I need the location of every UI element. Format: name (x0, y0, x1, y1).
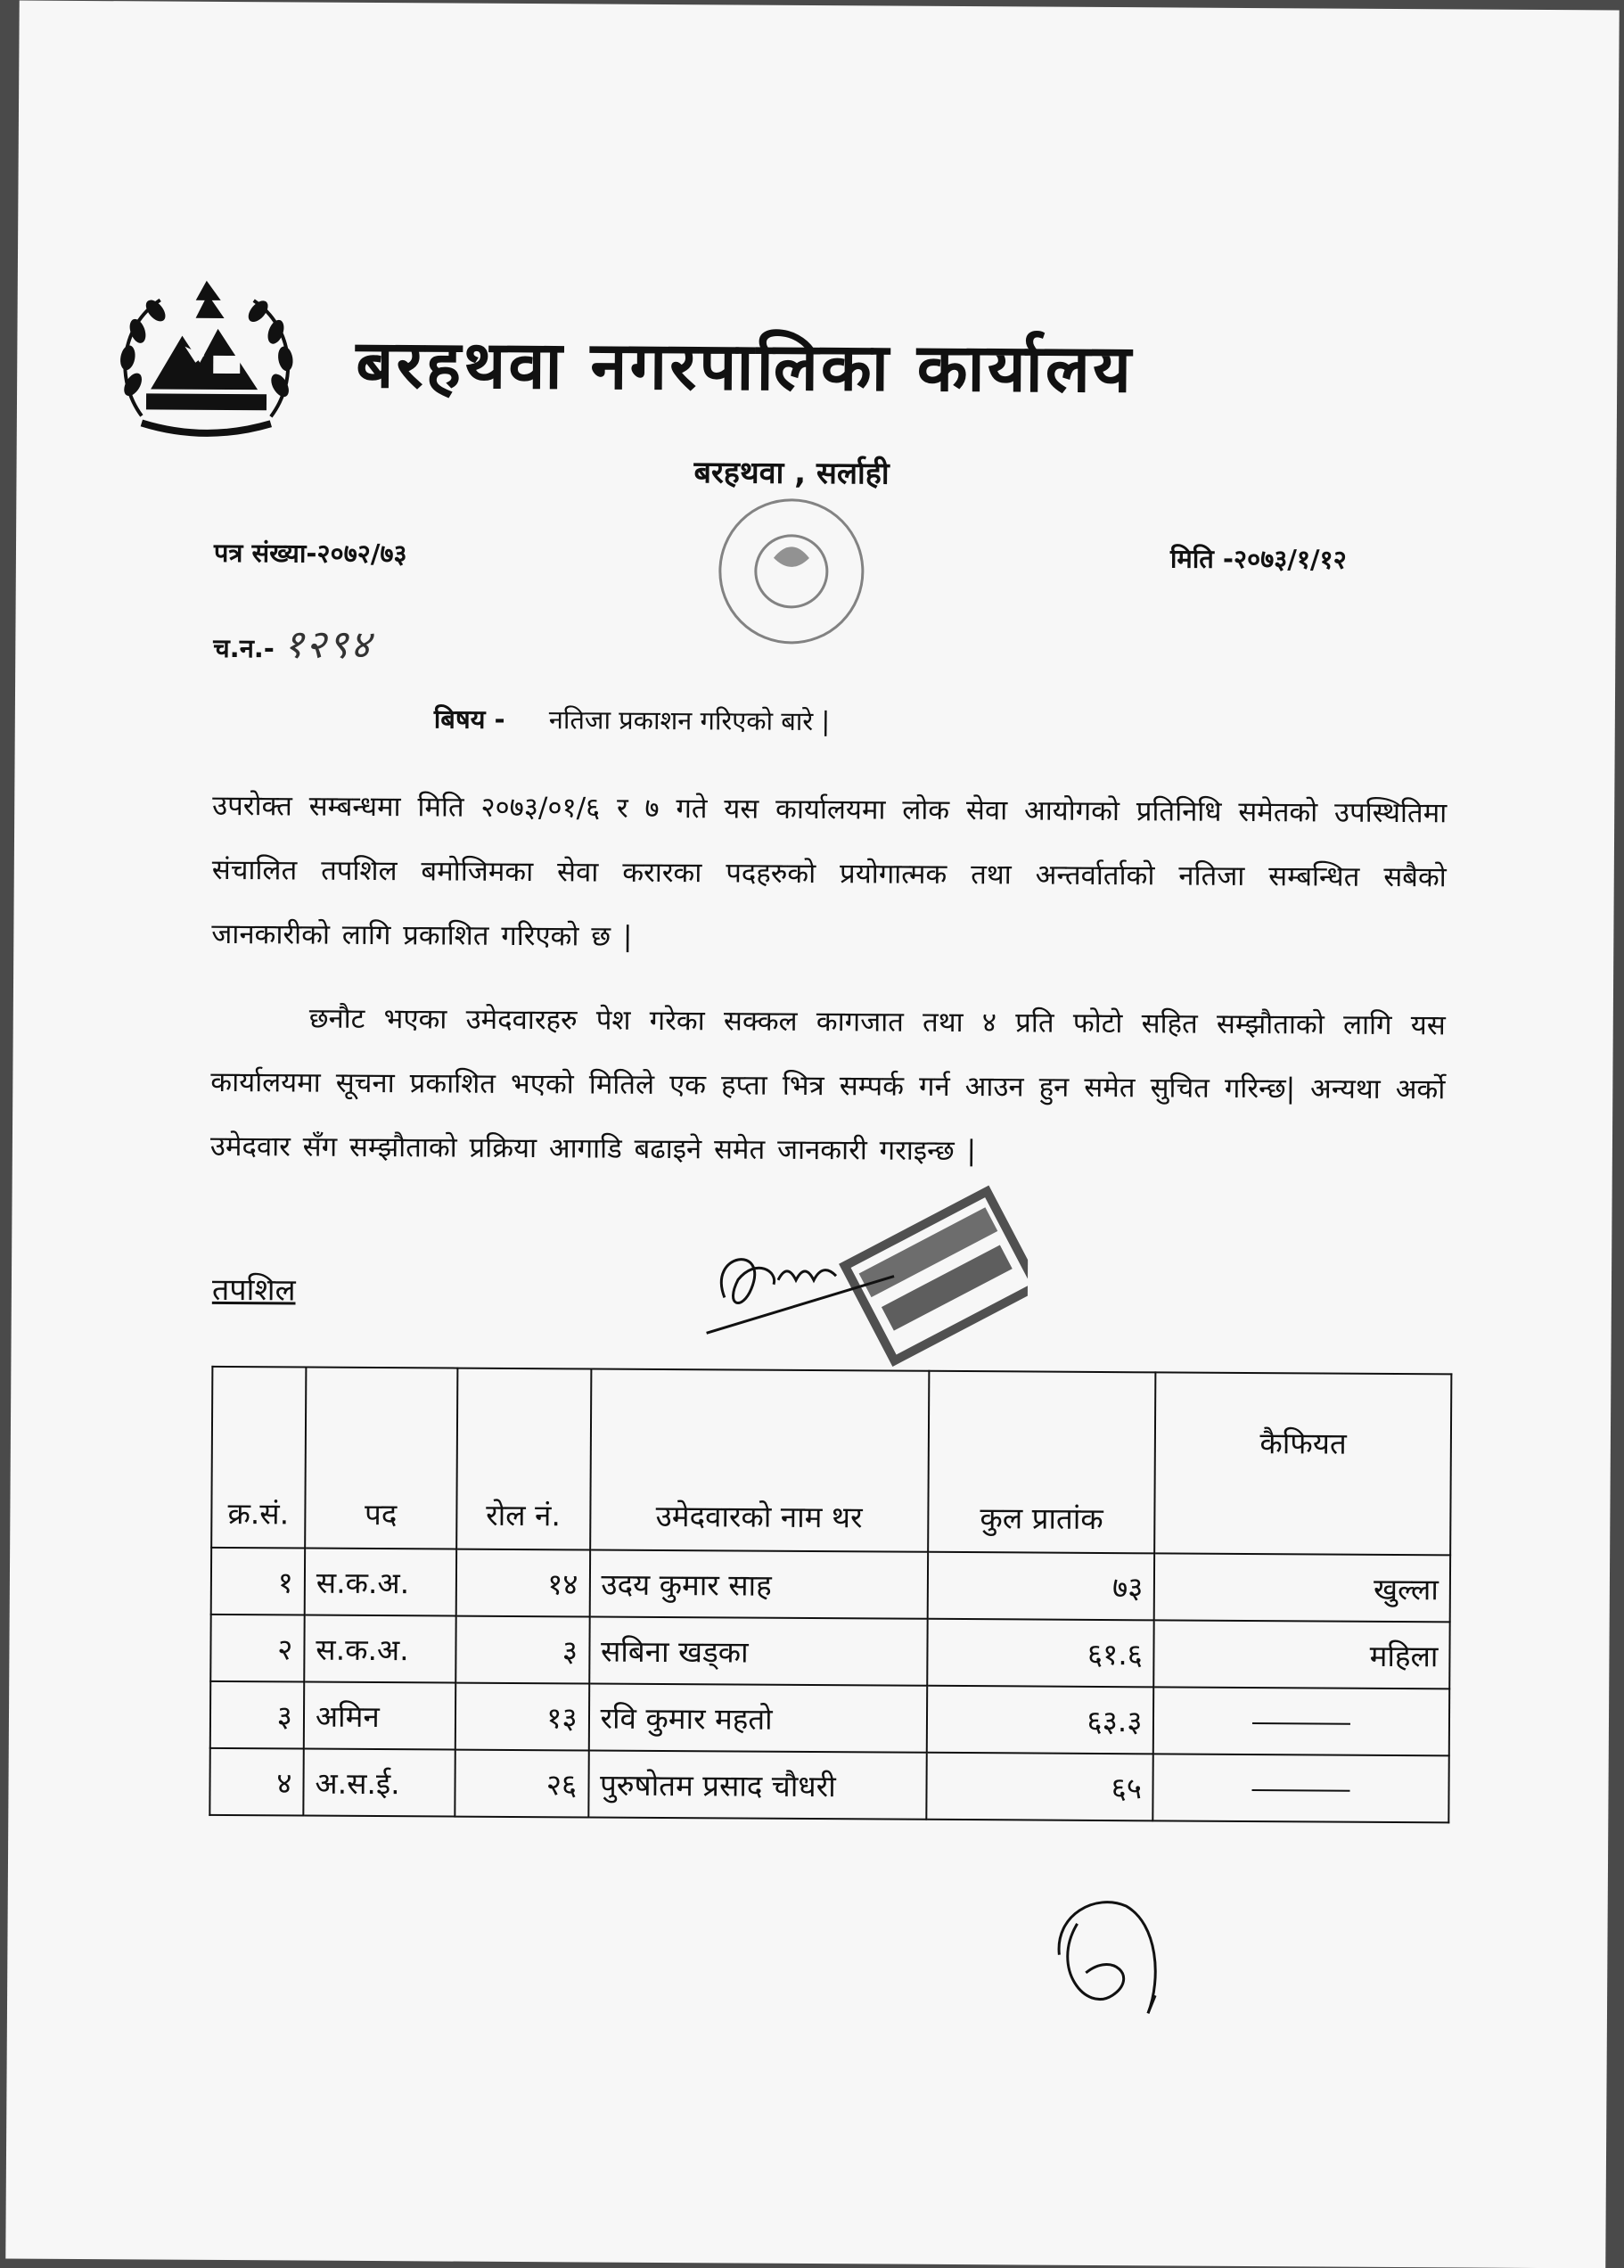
letter-sheet (5, 1, 1619, 2268)
office-round-stamp (639, 486, 925, 702)
header-score: कुल प्रातांक (928, 1371, 1156, 1554)
header-post: पद (305, 1368, 457, 1549)
dispatch-label: च.न.- (213, 632, 275, 664)
results-table (209, 1366, 1452, 1823)
cell-remarks: खुल्ला (1154, 1553, 1450, 1622)
header-serial: क्र.सं. (211, 1367, 306, 1549)
letter-date: मिति -२०७३/१/१२ (1169, 543, 1347, 575)
cell-remarks-blank (1153, 1754, 1449, 1822)
cell-remarks-blank (1153, 1687, 1449, 1755)
cell-name: पुरुषोतम प्रसाद चौधरी (588, 1750, 927, 1819)
subject-text: नतिजा प्रकाशन गरिएको बारे | (548, 704, 831, 737)
cell-roll: २६ (455, 1750, 588, 1818)
table-row (210, 1681, 1449, 1755)
annex-label: तपशिल (211, 1271, 296, 1309)
cell-serial: १ (211, 1548, 305, 1615)
cell-roll: १४ (455, 1549, 589, 1617)
cell-score: ६३.३ (927, 1686, 1154, 1754)
cell-roll: ३ (455, 1616, 589, 1684)
table-row (209, 1748, 1448, 1822)
handwritten-page-mark (1041, 1888, 1176, 2023)
cell-serial: २ (210, 1615, 304, 1682)
table-row (210, 1615, 1449, 1689)
dash-mark (1252, 1789, 1350, 1792)
cell-name: उदय कुमार साह (589, 1549, 928, 1618)
table-header-row (211, 1367, 1451, 1555)
subject-line (434, 701, 831, 738)
header-roll: रोल नं. (456, 1368, 591, 1550)
body-paragraph-1: उपरोक्त सम्बन्धमा मिति २०७३/०१/६ र ७ गते यस कार्यालयमा लोक सेवा आयोगको प्रतिनिधि समेतको उपस्थितिमा संचालित तपशिल बमोजिमका सेवा करारका पदहरुको प्रयोगात्मक तथा अन्तर्वार्ताको नतिजा सम्बन्धित सबैको जानकारीको लागि प्रकाशित गरिएको छ | (211, 789, 1448, 953)
letter-number: पत्र संख्या-२०७२/७३ (213, 537, 407, 570)
cell-score: ६५ (926, 1753, 1153, 1821)
cell-serial: ३ (210, 1681, 304, 1749)
cell-post: स.क.अ. (304, 1615, 455, 1683)
cell-roll: १३ (455, 1683, 589, 1751)
office-place: बरहथवा , सर्लाही (693, 455, 890, 492)
cell-serial: ४ (209, 1748, 303, 1816)
dispatch-number-handwritten: १२९४ (283, 621, 373, 668)
dash-mark (1252, 1722, 1350, 1725)
dispatch-number-line (213, 615, 373, 670)
cell-name: सबिना खड्का (589, 1616, 928, 1685)
cell-post: स.क.अ. (305, 1549, 456, 1616)
header-name: उमेदवारको नाम थर (590, 1368, 930, 1551)
cell-post: अ.स.ई. (303, 1749, 455, 1817)
cell-name: रवि कुमार महतो (588, 1683, 927, 1752)
nepal-government-emblem-icon (106, 273, 308, 452)
office-name: बरहथवा नगरपालिका कार्यालय (356, 325, 1135, 408)
cell-remarks: महिला (1154, 1620, 1450, 1689)
cell-score: ७३ (928, 1552, 1155, 1621)
table-row (211, 1548, 1450, 1622)
subject-label: बिषय - (433, 703, 505, 735)
cell-post: अमिन (304, 1682, 455, 1750)
body-paragraph-2: छनौट भएका उमेदवारहरु पेश गरेका सक्कल कागजात तथा ४ प्रति फोटो सहित सम्झौताको लागि यस कार्यालयमा सूचना प्रकाशित भएको मितिले एक हप्ता भित्र सम्पर्क गर्न आउन हुन समेत सुचित गरिन्छ| अन्यथा अर्को उमेदवार सँग सम्झौताको प्रक्रिया आगाडि बढाइने समेत जानकारी गराइन्छ | (209, 1002, 1446, 1168)
cell-score: ६१.६ (927, 1619, 1154, 1688)
header-remarks: कैफियत (1155, 1372, 1452, 1555)
